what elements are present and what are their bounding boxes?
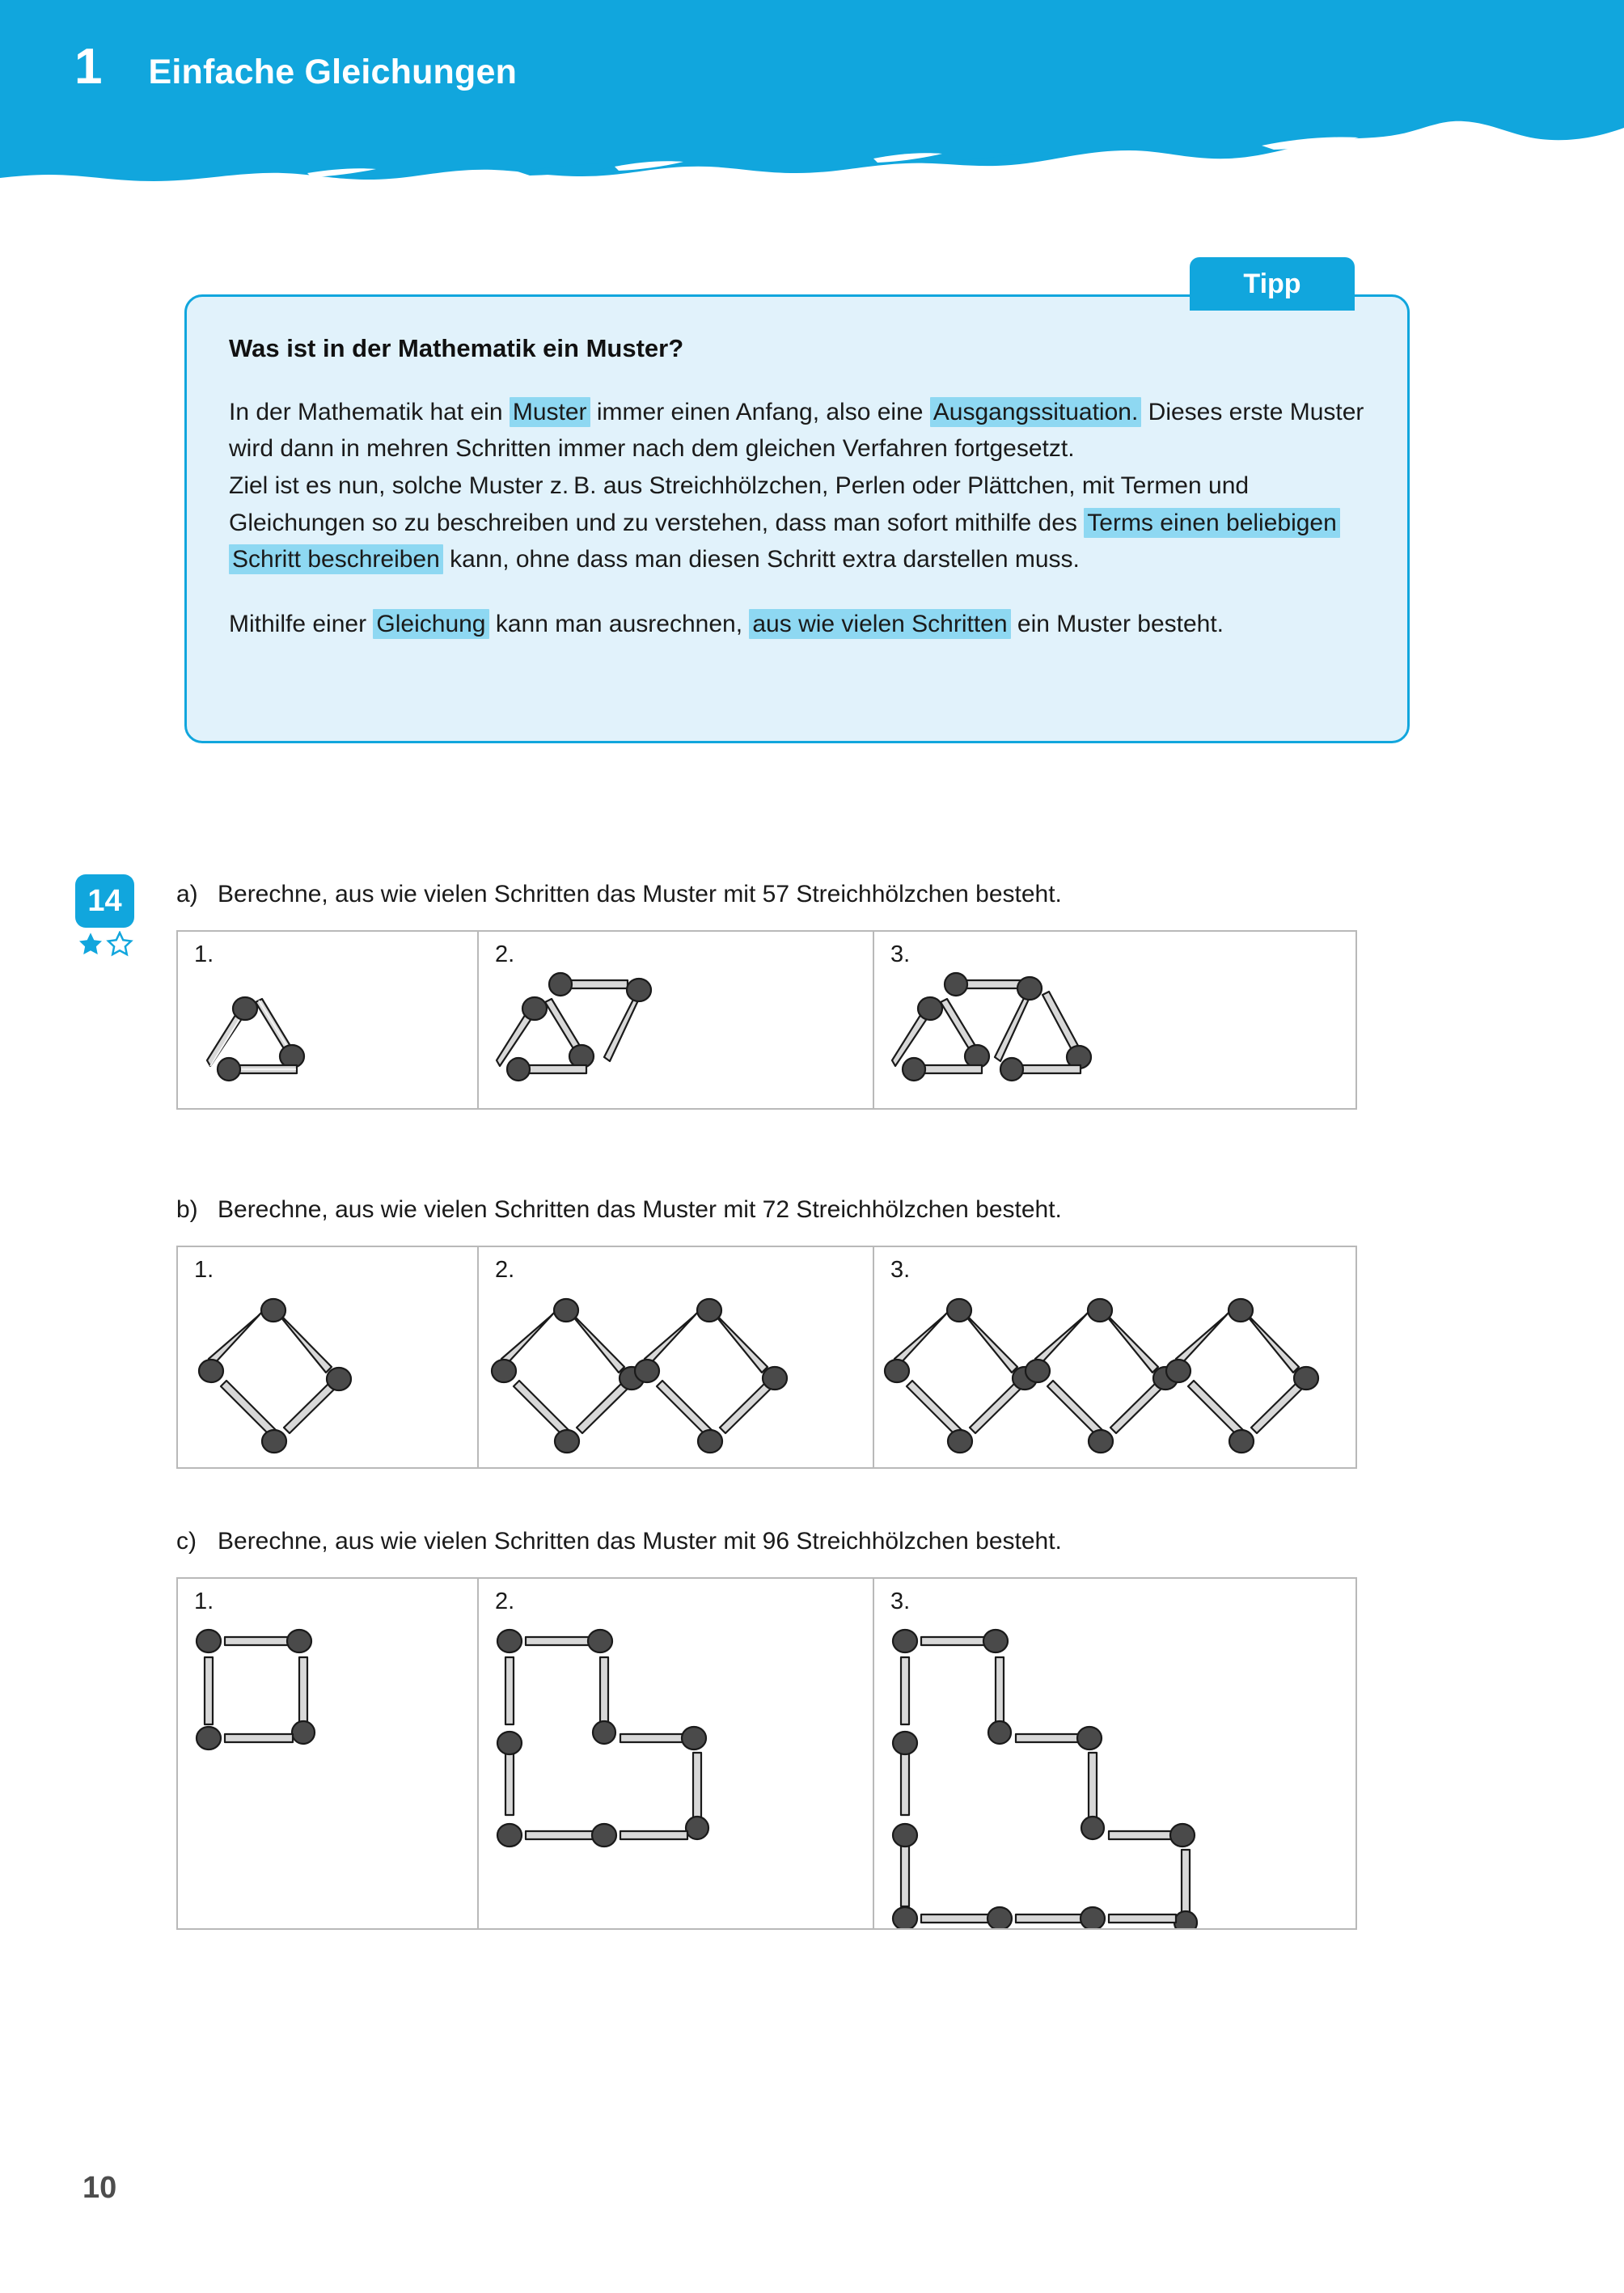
chapter-number: 1 <box>74 39 102 95</box>
matchstick-figure-square <box>178 1579 479 1928</box>
tip-p1-seg5: kann, ohne dass man diesen Schritt extra darstellen muss. <box>442 546 1080 573</box>
tip-tab <box>1190 257 1355 311</box>
task-b-step-1-cell <box>178 1247 479 1467</box>
task-a-step-2-cell <box>479 932 874 1108</box>
matchstick-figure-two-triangles <box>479 932 874 1108</box>
task-b-step-1-label: 1. <box>194 1257 214 1283</box>
task-c <box>176 1525 1357 1930</box>
chapter-title: Einfache Gleichungen <box>148 53 518 91</box>
task-a-step-3-cell <box>874 932 1355 1108</box>
page-header <box>0 0 1624 190</box>
header-brush-background <box>0 0 1624 190</box>
task-b-letter: b) <box>176 1196 198 1223</box>
task-c-letter: c) <box>176 1528 197 1555</box>
task-a-step-1-label: 1. <box>194 941 214 967</box>
tip-p2-seg3: ein Muster besteht. <box>1010 610 1224 637</box>
task-b-step-3-cell <box>874 1247 1355 1467</box>
task-c-step-3-cell <box>874 1579 1355 1928</box>
tip-tab-label: Tipp <box>1243 269 1301 299</box>
task-c-step-2-cell <box>479 1579 874 1928</box>
task-a-step-grid <box>176 930 1357 1110</box>
exercise-badge <box>75 874 134 958</box>
star-filled-icon <box>77 931 104 958</box>
tip-p1-seg3: Dieses erste Muster wird dann in mehren Schritten immer nach dem gleichen Verfahren fortgesetzt. <box>229 398 1364 463</box>
tip-box <box>184 294 1410 743</box>
task-b-step-3-label: 3. <box>890 1257 911 1283</box>
matchstick-figure-staircase-3 <box>874 1579 1355 1928</box>
task-a-step-1-cell <box>178 932 479 1108</box>
tip-p1-highlight-1: Muster <box>510 397 590 427</box>
task-a-letter: a) <box>176 881 198 907</box>
task-c-description: Berechne, aus wie vielen Schritten das Muster mit 96 Streichhölzchen besteht. <box>218 1528 1062 1555</box>
tip-p2-seg1: Mithilfe einer <box>229 610 374 637</box>
star-outline-icon <box>106 931 133 958</box>
task-a-description: Berechne, aus wie vielen Schritten das Muster mit 57 Streichhölzchen besteht. <box>218 881 1062 907</box>
task-c-text <box>176 1525 1357 1557</box>
task-c-step-1-label: 1. <box>194 1589 214 1614</box>
task-b <box>176 1194 1357 1469</box>
matchstick-figure-staircase-2 <box>479 1579 874 1928</box>
task-a-text <box>176 878 1357 910</box>
task-a-step-2-label: 2. <box>495 941 515 967</box>
tip-paragraph-1 <box>229 394 1365 578</box>
exercise-number-box <box>75 874 134 928</box>
page-number: 10 <box>82 2171 117 2205</box>
tip-p1-seg4: Ziel ist es nun, solche Muster z. B. aus Streichhölzchen, Perlen oder Plättchen, mit Termen und Gleichungen so zu beschreiben und zu verstehen, dass man sofort mithilfe des <box>229 472 1250 536</box>
task-b-description: Berechne, aus wie vielen Schritten das Muster mit 72 Streichhölzchen besteht. <box>218 1196 1062 1223</box>
matchstick-figure-triangle <box>178 932 479 1108</box>
matchstick-figure-three-triangles <box>874 932 1355 1108</box>
task-a-step-3-label: 3. <box>890 941 911 967</box>
task-c-step-2-label: 2. <box>495 1589 515 1614</box>
tip-paragraph-2 <box>229 606 1365 643</box>
task-b-step-2-cell <box>479 1247 874 1467</box>
task-c-step-1-cell <box>178 1579 479 1928</box>
tip-p1-highlight-2: Ausgangssituation. <box>930 397 1142 427</box>
tip-p1-highlight-3: Terms einen beliebigen Schritt beschreiben <box>229 508 1340 575</box>
task-c-step-3-label: 3. <box>890 1589 911 1614</box>
tip-p2-highlight-1: Gleichung <box>373 609 488 639</box>
task-b-text <box>176 1194 1357 1225</box>
matchstick-figure-one-diamond <box>178 1247 479 1467</box>
tip-p1-seg1: In der Mathematik hat ein <box>229 398 510 425</box>
exercise-number: 14 <box>87 884 122 918</box>
task-c-step-grid <box>176 1577 1357 1930</box>
task-a <box>176 878 1357 1110</box>
difficulty-stars <box>75 931 134 958</box>
task-b-step-2-label: 2. <box>495 1257 515 1283</box>
matchstick-figure-three-diamonds <box>874 1247 1355 1467</box>
matchstick-figure-two-diamonds <box>479 1247 874 1467</box>
tip-heading: Was ist in der Mathematik ein Muster? <box>229 334 684 362</box>
tip-p2-seg2: kann man ausrechnen, <box>488 610 750 637</box>
tip-p1-seg2: immer einen Anfang, also eine <box>590 398 930 425</box>
task-b-step-grid <box>176 1246 1357 1469</box>
tip-p2-highlight-2: aus wie vielen Schritten <box>749 609 1010 639</box>
